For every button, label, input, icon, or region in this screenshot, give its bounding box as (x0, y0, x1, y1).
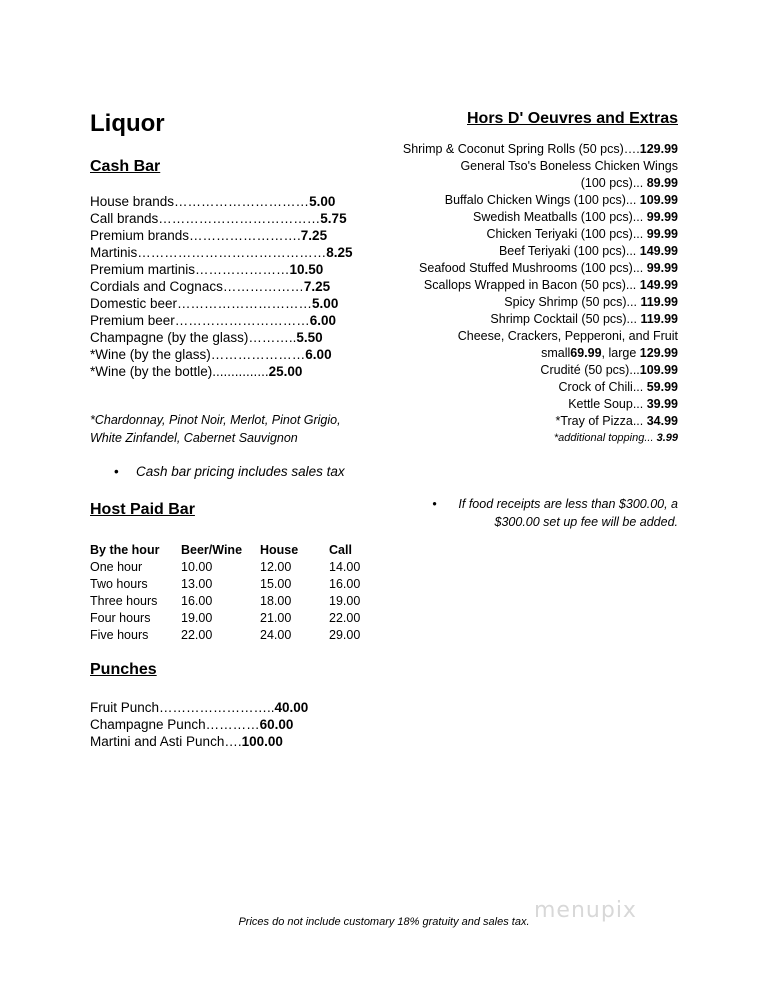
host-bar-cell: One hour (90, 559, 143, 574)
item-price: 109.99 (639, 193, 678, 207)
item-price: 99.99 (646, 261, 678, 275)
host-bar-cell: 15.00 (260, 576, 292, 591)
footer-note: Prices do not include customary 18% gratuity and sales tax. (238, 916, 530, 928)
host-bar-cell: 14.00 (329, 559, 361, 574)
cash-bar-item (90, 312, 353, 329)
item-label: Kettle Soup... (568, 397, 647, 411)
item-label: Premium brands……………………. (90, 228, 301, 243)
hors-item (403, 226, 678, 243)
item-label: Seafood Stuffed Mushrooms (100 pcs)... (419, 261, 647, 275)
host-bar-row (90, 575, 379, 592)
host-bar-cell: 19.00 (181, 610, 213, 625)
host-bar-cell: 18.00 (260, 593, 292, 608)
col-header: Beer/Wine (181, 542, 243, 557)
host-bar-cell: 22.00 (181, 627, 213, 642)
hors-item (403, 260, 678, 277)
hors-item-size-prices (403, 345, 678, 362)
item-label: Chicken Teriyaki (100 pcs)... (486, 227, 647, 241)
cash-bar-item (90, 227, 353, 244)
col-header: By the hour (90, 542, 160, 557)
host-bar-cell: 12.00 (260, 559, 292, 574)
wine-note (90, 411, 341, 447)
item-label: General Tso's Boneless Chicken Wings (460, 159, 678, 173)
item-label: House brands………………………… (90, 194, 310, 209)
host-bar-cell: 10.00 (181, 559, 213, 574)
item-price: 89.99 (646, 176, 678, 190)
wine-note-line-2: White Zinfandel, Cabernet Sauvignon (90, 431, 298, 445)
item-label: *Tray of Pizza... (555, 414, 647, 428)
item-label: Champagne (by the glass)……….. (90, 330, 297, 345)
cash-bar-item (90, 193, 353, 210)
item-label: Cheese, Crackers, Pepperoni, and Fruit (457, 329, 678, 343)
item-label: Martinis…………………………………… (90, 245, 327, 260)
cash-bar-heading: Cash Bar (90, 158, 161, 175)
cash-bar-item (90, 329, 353, 346)
punches-heading: Punches (90, 661, 157, 678)
page-title: Liquor (90, 110, 165, 137)
host-bar-cell: 19.00 (329, 593, 361, 608)
item-label: Cordials and Cognacs……………… (90, 279, 304, 294)
item-label: Scallops Wrapped in Bacon (50 pcs)... (423, 278, 640, 292)
item-price: 5.75 (320, 211, 347, 226)
host-bar-cell: 22.00 (329, 610, 361, 625)
item-price: 99.99 (646, 210, 678, 224)
host-bar-row (90, 626, 379, 643)
hors-item (403, 192, 678, 209)
hors-item (403, 413, 678, 430)
item-price: 34.99 (646, 414, 678, 428)
cash-bar-item (90, 210, 353, 227)
item-price: 149.99 (639, 244, 678, 258)
food-note-line-1: If food receipts are less than $300.00, a • (432, 497, 678, 511)
item-label: Domestic beer………………………… (90, 296, 313, 311)
item-price: 39.99 (646, 397, 678, 411)
cash-bar-item (90, 244, 353, 261)
host-bar-cell: 13.00 (181, 576, 213, 591)
item-label: Premium martinis………………… (90, 262, 290, 277)
item-price: 129.99 (639, 142, 678, 156)
size-label: small (541, 346, 571, 360)
hors-item (403, 379, 678, 396)
item-price: 5.00 (312, 296, 339, 311)
cash-bar-item (90, 261, 353, 278)
item-price: 60.00 (259, 717, 294, 732)
item-label: *Wine (by the glass)………………… (90, 347, 306, 362)
item-label: Champagne Punch………… (90, 717, 260, 732)
item-price: 7.25 (303, 279, 331, 294)
wine-note-line-1: *Chardonnay, Pinot Noir, Merlot, Pinot Grigio, (90, 413, 341, 427)
cash-bar-item (90, 278, 353, 295)
item-label: Call brands……………………………… (90, 211, 321, 226)
host-bar-cell: 21.00 (260, 610, 292, 625)
host-bar-cell: Four hours (90, 610, 151, 625)
item-label: Swedish Meatballs (100 pcs)... (473, 210, 647, 224)
hors-heading: Hors D' Oeuvres and Extras (467, 110, 678, 127)
item-price: 119.99 (640, 295, 678, 309)
hors-item (403, 141, 678, 158)
host-bar-cell: Three hours (90, 593, 158, 608)
item-price: 99.99 (646, 227, 678, 241)
item-label: Beef Teriyaki (100 pcs)... (498, 244, 640, 258)
item-label: Shrimp & Coconut Spring Rolls (50 pcs)…. (402, 142, 640, 156)
col-header: Call (329, 542, 352, 557)
item-price: 149.99 (639, 278, 678, 292)
punch-item (90, 699, 308, 716)
host-bar-header-row (90, 541, 379, 558)
item-label: *additional topping... (553, 432, 657, 444)
host-bar-cell: Five hours (90, 627, 149, 642)
punch-item (90, 716, 308, 733)
tax-bullet: • Cash bar pricing includes sales tax (136, 464, 345, 479)
topping-note (403, 430, 678, 447)
punch-item (90, 733, 308, 750)
cash-bar-item (90, 346, 353, 363)
size-label: , large (601, 346, 640, 360)
item-label: (100 pcs)... (580, 176, 647, 190)
item-label: Buffalo Chicken Wings (100 pcs)... (444, 193, 640, 207)
punches-list (90, 699, 308, 750)
hors-item (403, 158, 678, 175)
hors-item (403, 209, 678, 226)
item-price: 40.00 (274, 700, 309, 715)
item-price: 6.00 (305, 347, 332, 362)
item-price: 59.99 (646, 380, 678, 394)
hors-list (403, 141, 678, 447)
item-price: 100.00 (241, 734, 283, 749)
item-label: Shrimp Cocktail (50 pcs)... (490, 312, 641, 326)
hors-item (403, 362, 678, 379)
item-price: 5.00 (309, 194, 336, 209)
item-label: Crudité (50 pcs)... (540, 363, 640, 377)
item-label: Crock of Chili... (558, 380, 647, 394)
hors-item (403, 328, 678, 345)
hors-item (403, 277, 678, 294)
food-note (432, 495, 678, 531)
item-price: 6.00 (309, 313, 337, 328)
item-price: 25.00 (268, 364, 303, 379)
cash-bar-item (90, 363, 353, 380)
col-header: House (260, 542, 299, 557)
bullet-dot: • (432, 497, 437, 511)
item-label: Fruit Punch…………………….. (90, 700, 275, 715)
host-bar-cell: 16.00 (329, 576, 361, 591)
host-bar-cell: 16.00 (181, 593, 213, 608)
item-price: 10.50 (289, 262, 324, 277)
item-price: 5.50 (296, 330, 323, 345)
item-label: Premium beer………………………… (90, 313, 310, 328)
item-price: 119.99 (640, 312, 678, 326)
host-bar-cell: 24.00 (260, 627, 292, 642)
item-price: 109.99 (639, 363, 678, 377)
host-bar-row (90, 558, 379, 575)
cash-bar-item (90, 295, 353, 312)
watermark-logo: menupix (534, 898, 637, 923)
item-label: Martini and Asti Punch…. (90, 734, 242, 749)
item-label: *Wine (by the bottle)............... (90, 364, 269, 379)
host-bar-row (90, 609, 379, 626)
host-bar-cell: Two hours (90, 576, 148, 591)
item-price: 129.99 (639, 346, 678, 360)
hors-item (403, 243, 678, 260)
item-price: 7.25 (300, 228, 328, 243)
item-price: 8.25 (326, 245, 353, 260)
host-bar-table (90, 541, 379, 643)
item-label: Spicy Shrimp (50 pcs)... (504, 295, 641, 309)
hors-item (403, 396, 678, 413)
food-note-line-2: $300.00 set up fee will be added. (494, 515, 678, 529)
host-bar-row (90, 592, 379, 609)
host-bar-heading: Host Paid Bar (90, 501, 195, 518)
hors-item (403, 175, 678, 192)
hors-item (403, 311, 678, 328)
item-price: 3.99 (656, 432, 678, 444)
hors-item (403, 294, 678, 311)
host-bar-cell: 29.00 (329, 627, 361, 642)
item-price: 69.99 (570, 346, 602, 360)
cash-bar-list (90, 193, 353, 380)
